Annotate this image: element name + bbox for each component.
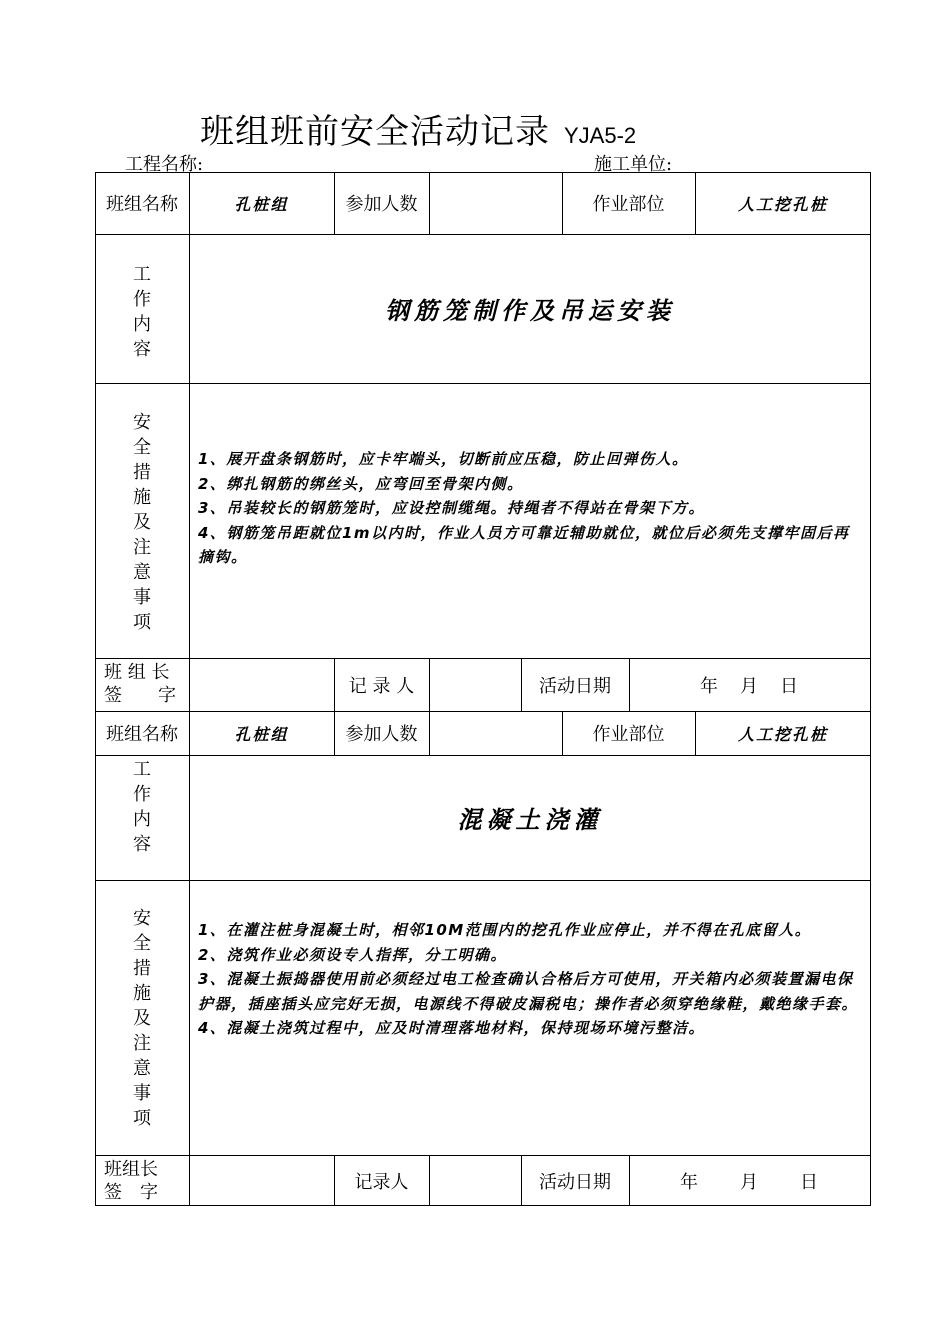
participants-label: 参加人数	[345, 194, 418, 215]
work-location-value: 人工挖孔桩	[737, 194, 828, 214]
construction-unit-label: 施工单位:	[594, 154, 673, 175]
list-item: 4、混凝土浇筑过程中，应及时清理落地材料，保持现场环境污整洁。	[198, 1019, 705, 1037]
title-main: 班组班前安全活动记录	[200, 112, 550, 152]
recorder-field[interactable]	[429, 1155, 521, 1206]
participants-value	[429, 172, 562, 234]
recorder-label: 记 录 人	[348, 675, 415, 697]
team-name-value: 孔桩组	[234, 194, 289, 214]
activity-date-value: 年 月 日	[700, 675, 800, 697]
list-item: 3、混凝土振捣器使用前必须经过电工检查确认合格后方可使用，开关箱内必须装置漏电保护器，插座插头应完好无损，电源线不得破皮漏税电；操作者必须穿绝缘鞋，戴绝缘手套。	[198, 970, 859, 1013]
participants-value	[429, 711, 562, 755]
work-content-value: 钢筋笼制作及吊运安装	[385, 297, 675, 325]
participants-label: 参加人数	[345, 724, 418, 745]
list-item: 2、浇筑作业必须设专人指挥，分工明确。	[198, 945, 507, 964]
recorder-label: 记录人	[354, 1171, 409, 1193]
work-location-label: 作业部位	[592, 724, 665, 745]
list-item: 3、吊装较长的钢筋笼时，应设控制缆绳。持绳者不得站在骨架下方。	[198, 499, 705, 517]
activity-date-label: 活动日期	[539, 675, 611, 697]
safety-measures-label: 安 全 措 施 及 注 意 事 项	[133, 412, 151, 633]
team-name-label: 班组名称	[106, 724, 178, 745]
team-leader-signature-field[interactable]	[189, 1155, 334, 1206]
activity-date-label: 活动日期	[539, 1171, 611, 1193]
safety-measures-list	[198, 447, 862, 570]
recorder-field[interactable]	[429, 658, 521, 711]
list-item: 4、钢筋笼吊距就位1m以内时，作业人员方可靠近辅助就位，就位后必须先支撑牢固后再摘钩。	[198, 523, 850, 566]
work-content-label: 工 作 内 容	[133, 759, 151, 855]
work-content-value: 混凝土浇灌	[457, 806, 603, 834]
divider	[95, 880, 871, 881]
team-leader-signature-label: 班 组 长 签 字	[104, 662, 176, 706]
safety-measures-list	[198, 918, 862, 1041]
team-name-label: 班组名称	[106, 194, 178, 215]
page-title	[200, 104, 636, 153]
work-location-value: 人工挖孔桩	[737, 724, 828, 744]
list-item: 1、在灌注桩身混凝土时，相邻10M范围内的挖孔作业应停止，并不得在孔底留人。	[198, 921, 812, 939]
team-name-value: 孔桩组	[234, 724, 289, 744]
list-item: 2、绑扎钢筋的绑丝头，应弯回至骨架内侧。	[198, 474, 524, 493]
project-name-label: 工程名称:	[125, 154, 204, 175]
divider	[95, 383, 871, 384]
team-leader-signature-field[interactable]	[189, 658, 334, 711]
work-content-label: 工 作 内 容	[133, 264, 151, 360]
activity-date-value: 年 月 日	[680, 1171, 820, 1193]
work-location-label: 作业部位	[592, 194, 665, 215]
team-leader-signature-label: 班组长 签 字	[104, 1159, 158, 1203]
safety-measures-label: 安 全 措 施 及 注 意 事 项	[133, 908, 151, 1129]
list-item: 1、展开盘条钢筋时，应卡牢端头，切断前应压稳，防止回弹伤人。	[198, 450, 689, 468]
form-code: YJA5-2	[564, 123, 637, 148]
